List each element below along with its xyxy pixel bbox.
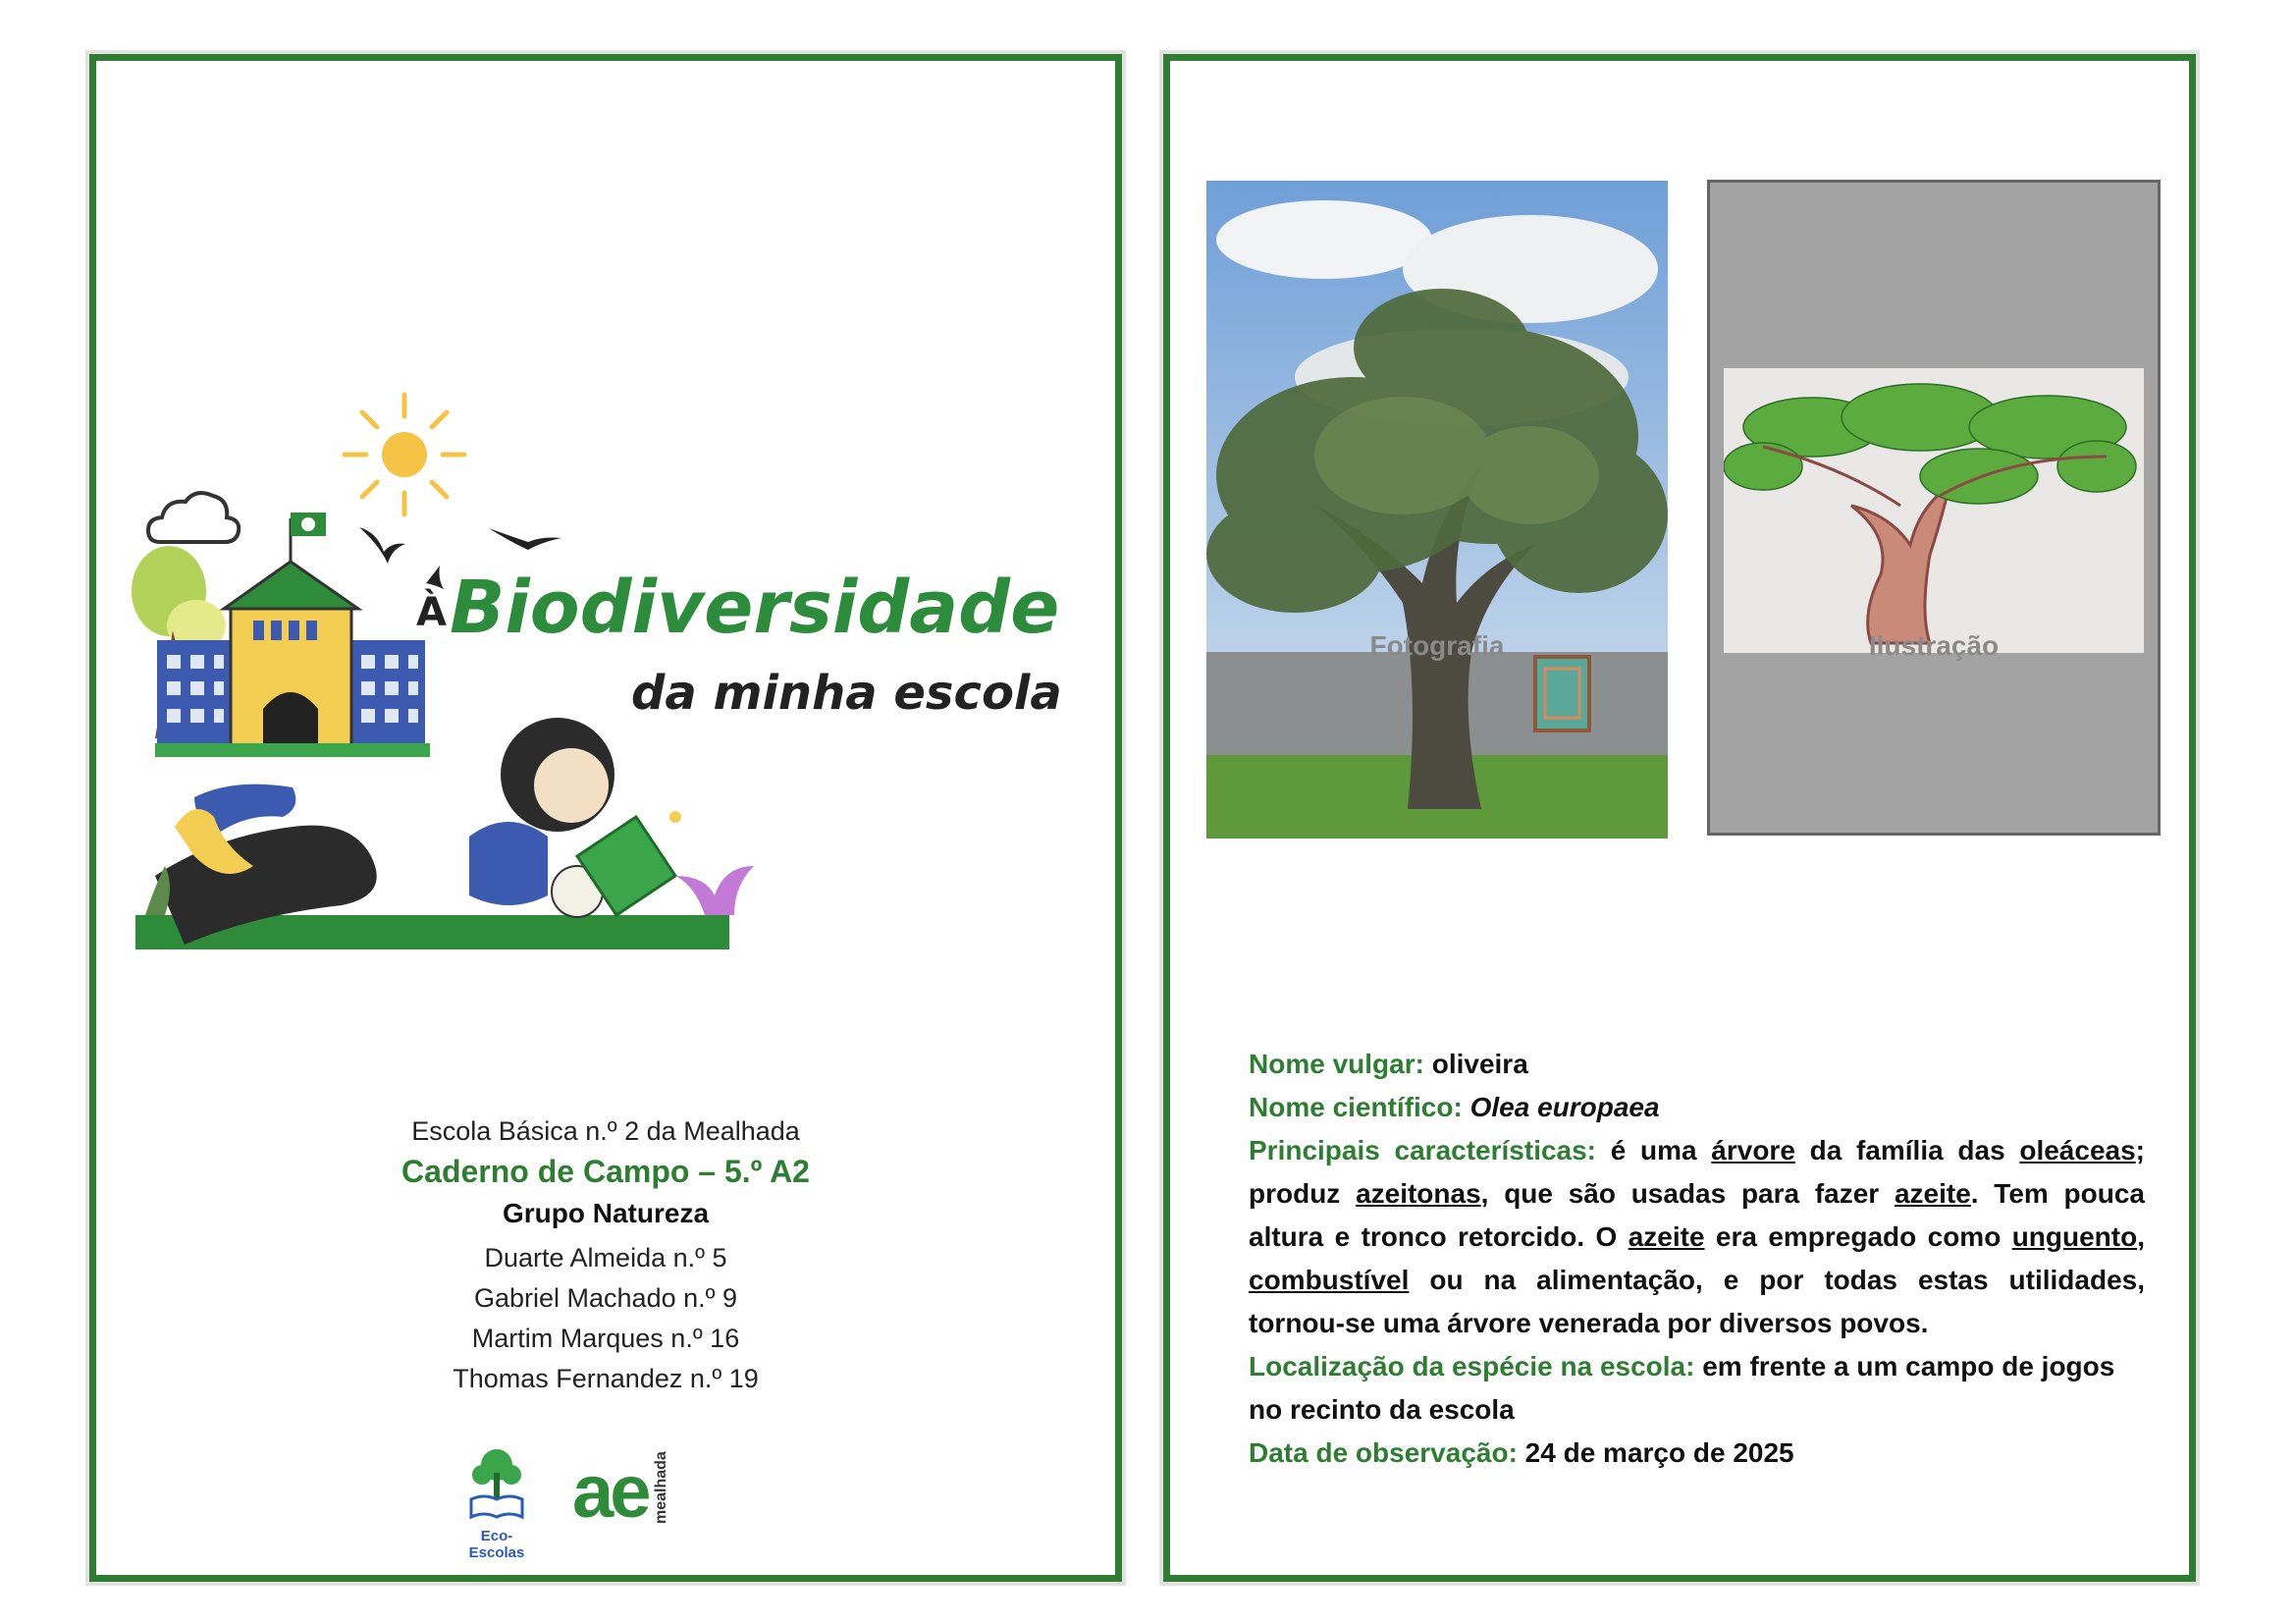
location-label: Localização da espécie na escola: (1249, 1351, 1695, 1381)
features-term: unguento (2011, 1221, 2138, 1252)
date-value: 24 de março de 2025 (1524, 1437, 1794, 1468)
title-prefix: À (416, 590, 447, 635)
ae-logo-text: ae (572, 1450, 648, 1534)
scientific-name-label: Nome científico: (1249, 1092, 1463, 1122)
illustration-frame (1707, 180, 2161, 836)
features-text: era empregado como (1715, 1221, 2002, 1252)
location-value: em frente a um campo de jogos no recinto da escola (1249, 1351, 2115, 1425)
features-term: azeitonas (1356, 1178, 1481, 1209)
member: Gabriel Machado n.º 9 (473, 1283, 737, 1313)
features-text: , (2137, 1221, 2145, 1252)
eco-escolas-icon (457, 1445, 536, 1524)
scientific-name-value: Olea europaea (1469, 1092, 1660, 1122)
features-text: . Tem pouca altura e tronco retorcido. O (1249, 1178, 2145, 1252)
notebook-title: Caderno de Campo – 5.º A2 (401, 1154, 810, 1189)
member: Martim Marques n.º 16 (471, 1324, 740, 1353)
eco-escolas-logo (457, 1445, 536, 1561)
olive-tree-drawing (1724, 368, 2144, 653)
ae-logo-subtext: mealhada (653, 1451, 669, 1524)
sun-icon (345, 395, 464, 514)
location-line (1249, 1345, 2145, 1432)
title-sub: da minha escola (631, 666, 1062, 721)
features-text: é uma (1610, 1135, 1697, 1165)
common-name-value: oliveira (1431, 1049, 1528, 1079)
olive-tree-photo (1206, 181, 1668, 839)
group-name: Grupo Natureza (502, 1198, 710, 1228)
date-label: Data de observação: (1249, 1437, 1518, 1468)
common-name-label: Nome vulgar: (1249, 1049, 1424, 1079)
cover-page (89, 54, 1122, 1582)
cloud-icon (148, 493, 239, 542)
date-line (1249, 1432, 2145, 1475)
features-text: da família das (1809, 1135, 2005, 1165)
features-text: , que são usadas para fazer (1480, 1178, 1880, 1209)
members-list (96, 1238, 1115, 1399)
eco-escolas-label: Eco-Escolas (468, 1528, 525, 1561)
scientific-name-line (1249, 1086, 2145, 1129)
species-page (1163, 54, 2196, 1582)
school-name: Escola Básica n.º 2 da Mealhada (411, 1116, 800, 1146)
features-text: ou na alimentação, e por todas estas utilidades, tornou-se uma árvore venerada por diversos povos. (1249, 1265, 2146, 1338)
ae-mealhada-logo (572, 1450, 700, 1551)
member: Thomas Fernandez n.º 19 (453, 1364, 759, 1393)
photo-caption: Fotografia (1369, 630, 1505, 661)
title-main: Biodiversidade (450, 566, 1060, 650)
species-description (1249, 1043, 2145, 1475)
common-name-line (1249, 1043, 2145, 1086)
biodiversity-logo (116, 326, 1097, 964)
features-text: ; produz (1249, 1135, 2145, 1209)
features-label: Principais características: (1249, 1135, 1597, 1165)
features-term: árvore (1711, 1135, 1795, 1165)
features-term: azeite (1894, 1178, 1971, 1209)
features-term: combustível (1249, 1265, 1410, 1295)
member: Duarte Almeida n.º 5 (484, 1243, 727, 1272)
features-paragraph (1249, 1129, 2145, 1345)
features-term: oleáceas (2019, 1135, 2136, 1165)
illustration-caption: Ilustração (1868, 630, 2000, 661)
features-term: azeite (1628, 1221, 1705, 1252)
